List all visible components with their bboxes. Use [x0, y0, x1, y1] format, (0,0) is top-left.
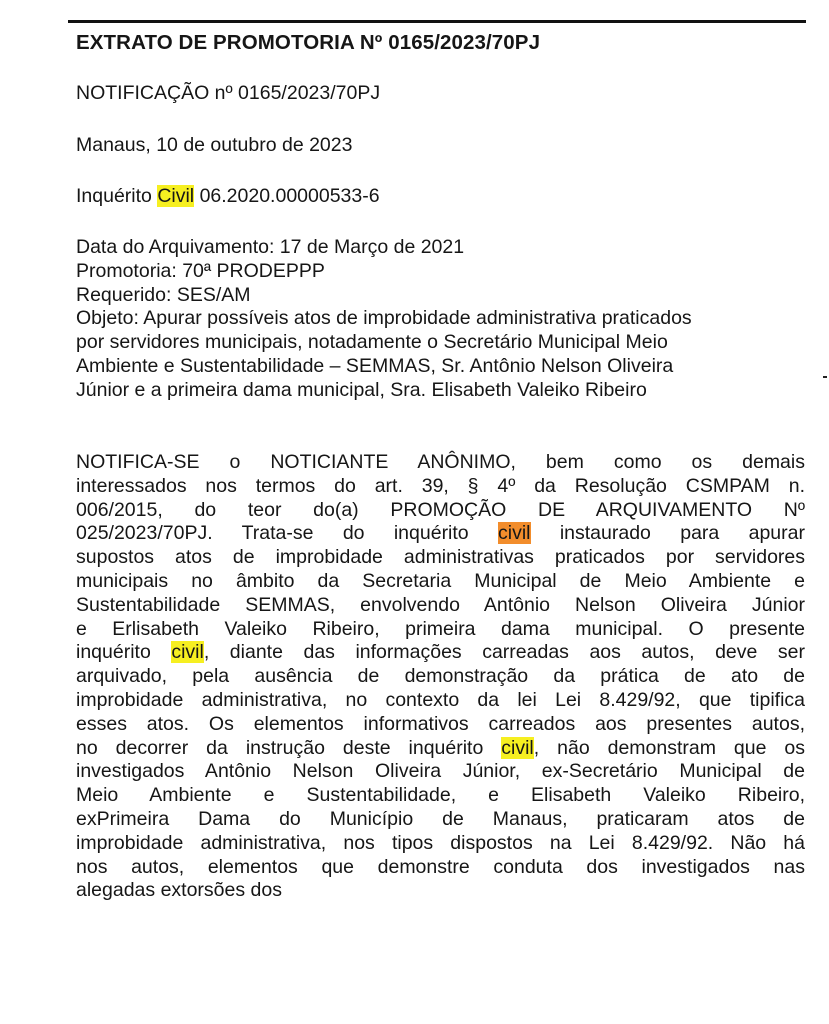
top-rule	[68, 20, 806, 23]
text-segment: no decorrer da instrução deste inquérito	[76, 736, 502, 759]
body-line: municipais no âmbito da Secretaria Municipal de Meio Ambiente e	[76, 569, 805, 592]
text-segment: , diante das informações carreadas aos autos, deve ser	[203, 641, 806, 664]
inquiry-line	[76, 185, 380, 208]
inquiry-prefix: Inquérito	[76, 185, 158, 207]
body-line: improbidade administrativa, no contexto da lei Lei 8.429/92, que tipifica	[76, 688, 805, 711]
objeto-line: Júnior e a primeira dama municipal, Sra. Elisabeth Valeiko Ribeiro	[76, 378, 647, 401]
text-segment: 025/2023/70PJ. Trata-se do inquérito	[76, 522, 498, 545]
highlighted-term: civil	[171, 641, 204, 664]
body-line: interessados nos termos do art. 39, § 4º da Resolução CSMPAM n.	[76, 474, 805, 497]
body-line: arquivado, pela ausência de demonstração da prática de ato de	[76, 665, 805, 688]
body-line: esses atos. Os elementos informativos carreados aos presentes autos,	[76, 712, 805, 735]
margin-mark	[823, 376, 827, 378]
body-line: exPrimeira Dama do Município de Manaus, praticaram atos de	[76, 807, 805, 830]
body-line	[76, 641, 805, 665]
text-segment: inquérito	[76, 641, 172, 664]
body-line: e Erlisabeth Valeiko Ribeiro, primeira dama municipal. O presente	[76, 617, 805, 640]
body-line: nos autos, elementos que demonstre conduta dos investigados nas	[76, 855, 805, 878]
body-line: investigados Antônio Nelson Oliveira Júnior, ex-Secretário Municipal de	[76, 760, 805, 783]
body-line: improbidade administrativa, nos tipos dispostos na Lei 8.429/92. Não há	[76, 831, 805, 854]
document-heading: EXTRATO DE PROMOTORIA Nº 0165/2023/70PJ	[76, 31, 541, 54]
body-line: NOTIFICA-SE o NOTICIANTE ANÔNIMO, bem como os demais	[76, 451, 805, 473]
body-line: supostos atos de improbidade administrativas praticados por servidores	[76, 546, 805, 569]
highlighted-term: civil	[501, 736, 534, 759]
notification-body	[76, 451, 805, 903]
notification-line: NOTIFICAÇÃO nº 0165/2023/70PJ	[76, 82, 381, 104]
body-line	[76, 522, 805, 546]
body-line: 006/2015, do teor do(a) PROMOÇÃO DE ARQUIVAMENTO Nº	[76, 498, 805, 521]
body-line: alegadas extorsões dos	[76, 879, 282, 902]
text-segment: instaurado para apurar	[530, 522, 805, 545]
place-date-line: Manaus, 10 de outubro de 2023	[76, 134, 353, 156]
objeto-line: Objeto: Apurar possíveis atos de improbidade administrativa praticados	[76, 307, 692, 330]
promotoria: Promotoria: 70ª PRODEPPP	[76, 259, 325, 282]
body-line	[76, 737, 805, 761]
text-segment: , não demonstram que os	[533, 736, 805, 759]
objeto-line: Ambiente e Sustentabilidade – SEMMAS, Sr. Antônio Nelson Oliveira	[76, 354, 674, 377]
inquiry-number: 06.2020.00000533-6	[194, 185, 380, 207]
archive-date: Data do Arquivamento: 17 de Março de 2021	[76, 236, 465, 258]
body-line: Meio Ambiente e Sustentabilidade, e Elisabeth Valeiko Ribeiro,	[76, 784, 805, 807]
case-details	[76, 236, 692, 403]
body-line: Sustentabilidade SEMMAS, envolvendo Antônio Nelson Oliveira Júnior	[76, 593, 805, 616]
highlighted-term: civil	[498, 522, 531, 545]
requerido: Requerido: SES/AM	[76, 283, 251, 306]
objeto-line: por servidores municipais, notadamente o Secretário Municipal Meio	[76, 331, 668, 354]
highlighted-term: Civil	[157, 185, 195, 207]
